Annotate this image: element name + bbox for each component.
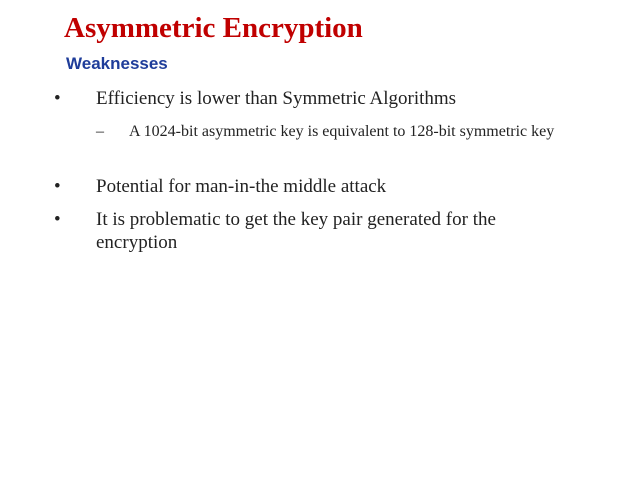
bullet-marker: • — [54, 88, 61, 109]
slide-title: Asymmetric Encryption — [64, 12, 363, 44]
sub-bullet-marker: – — [96, 123, 104, 140]
bullet-marker: • — [54, 176, 61, 197]
bullet-marker: • — [54, 209, 61, 230]
slide-subtitle: Weaknesses — [66, 54, 168, 73]
bullet-item: Efficiency is lower than Symmetric Algorithms — [96, 88, 457, 109]
bullet-item: Potential for man-in-the middle attack — [96, 176, 387, 197]
bullet-item: It is problematic to get the key pair generated for the encryption — [96, 209, 496, 253]
sub-bullet-item: A 1024-bit asymmetric key is equivalent to 128-bit symmetric key — [129, 123, 555, 140]
